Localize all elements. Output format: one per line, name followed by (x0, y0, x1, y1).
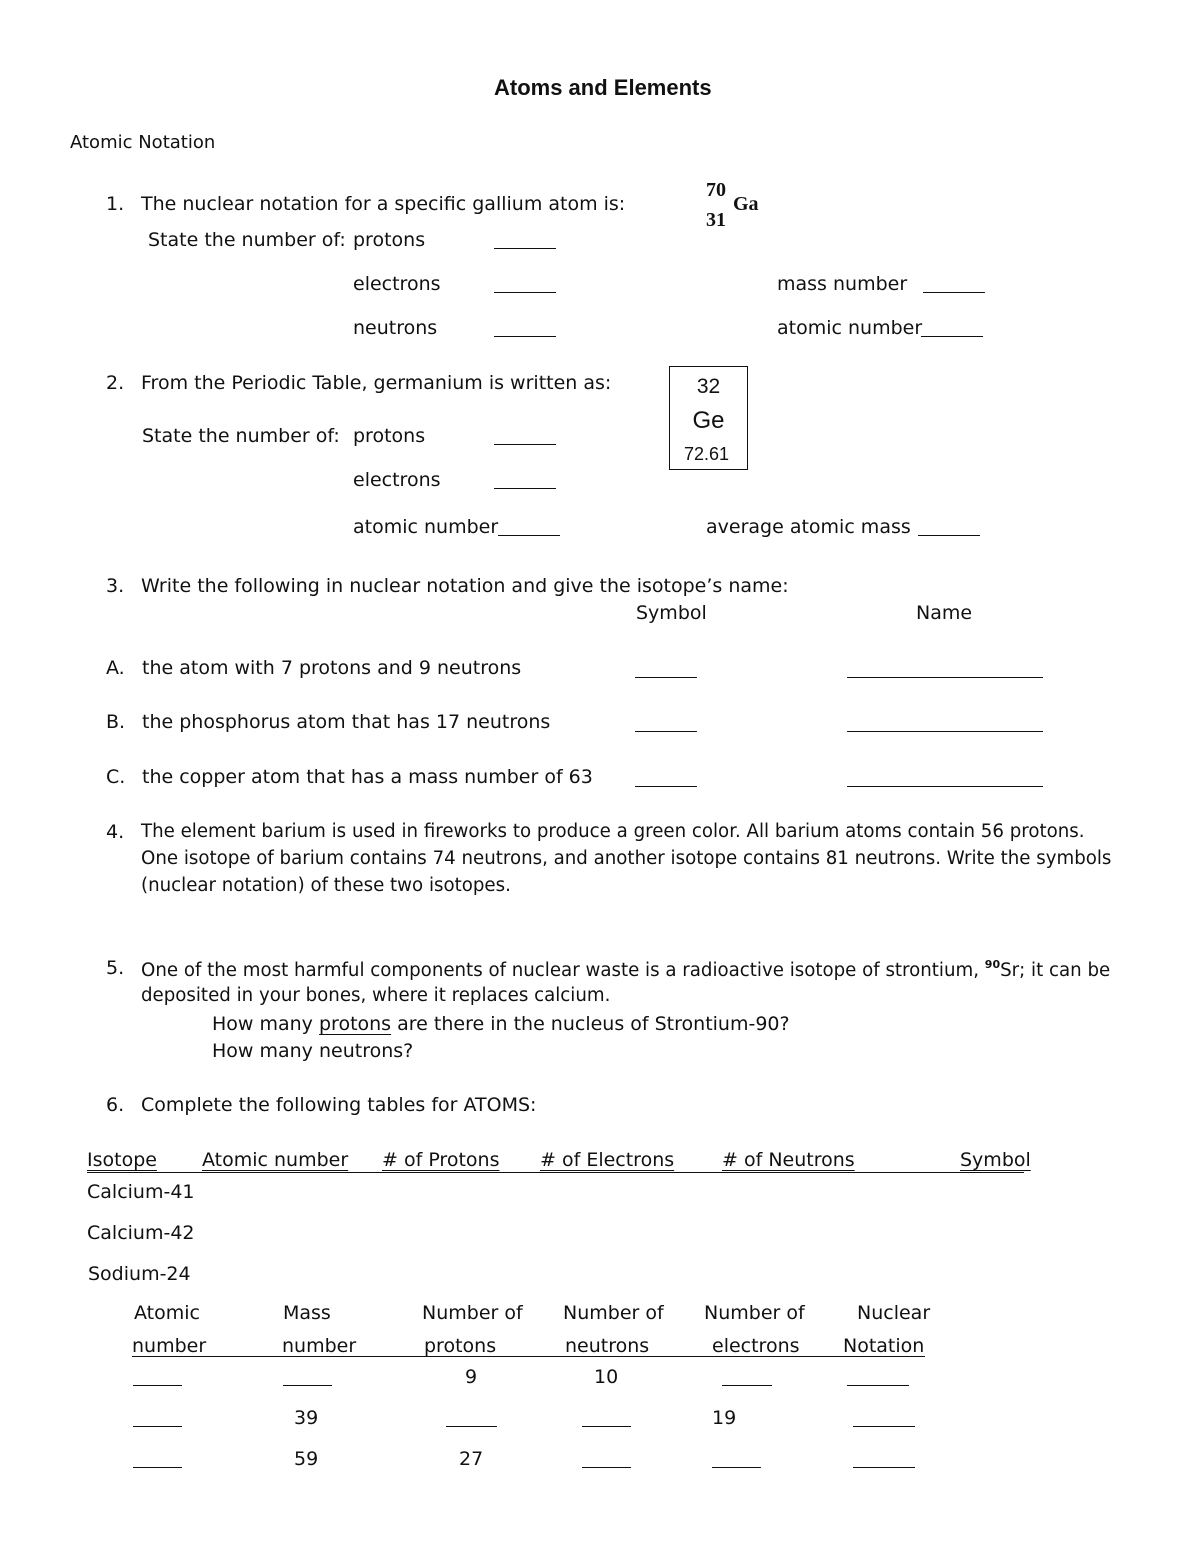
q3-item-text: the copper atom that has a mass number of 63 (142, 766, 593, 788)
q1-electrons-blank[interactable] (494, 292, 556, 293)
page-title: Atoms and Elements (494, 75, 712, 100)
q3c-symbol-blank[interactable] (635, 786, 697, 787)
q5-line-2: deposited in your bones, where it replaces calcium. (141, 985, 611, 1006)
q1-protons-label: protons (353, 229, 426, 251)
q5-protons-prefix: How many (212, 1013, 313, 1035)
table2-blank[interactable] (582, 1426, 631, 1427)
table2-cell: 19 (712, 1407, 737, 1429)
table2-header-neutrons-2: neutrons (565, 1335, 650, 1357)
table2-blank[interactable] (853, 1467, 915, 1468)
q1-electrons-label: electrons (353, 273, 441, 295)
q1-protons-blank[interactable] (494, 248, 556, 249)
table2-blank[interactable] (853, 1426, 915, 1427)
germanium-atomic-mass: 72.61 (683, 444, 730, 464)
q3b-name-blank[interactable] (847, 731, 1043, 732)
germanium-atomic-number: 32 (696, 375, 721, 398)
q3-symbol-header: Symbol (636, 602, 707, 624)
q1-neutrons-blank[interactable] (494, 336, 556, 337)
table2-blank[interactable] (446, 1426, 497, 1427)
section-heading: Atomic Notation (70, 132, 216, 153)
table2-blank[interactable] (712, 1467, 761, 1468)
q1-text: The nuclear notation for a specific gallium atom is: (141, 193, 626, 215)
table2-blank[interactable] (283, 1385, 332, 1386)
q3-item-letter: C. (106, 766, 126, 788)
table2-header-neutrons-1: Number of (563, 1302, 664, 1324)
q2-electrons-label: electrons (353, 469, 441, 491)
table2-cell: 27 (459, 1448, 484, 1470)
q5-question-neutrons: How many neutrons? (212, 1040, 414, 1062)
table1-row-isotope: Calcium-42 (87, 1222, 195, 1244)
table2-header-protons-2: protons (424, 1335, 497, 1357)
table2-header-mass-2: number (282, 1335, 357, 1357)
q5-protons-underlined: protons (318, 1013, 392, 1035)
q2-state-label: State the number of: (142, 425, 340, 447)
table2-header-rule (132, 1356, 925, 1357)
q3-number: 3. (106, 575, 125, 597)
q3a-symbol-blank[interactable] (635, 677, 697, 678)
germanium-symbol: Ge (692, 407, 725, 434)
q3c-name-blank[interactable] (847, 786, 1043, 787)
table1-header-protons: # of Protons (382, 1149, 500, 1171)
q5-question-protons (212, 1015, 790, 1034)
table2-header-atomic-1: Atomic (134, 1302, 200, 1324)
q2-average-mass-blank[interactable] (918, 535, 980, 536)
q1-neutrons-label: neutrons (353, 317, 438, 339)
table2-header-electrons-2: electrons (712, 1335, 800, 1357)
q5-line-1-end: Sr; it can be (1000, 960, 1111, 981)
q4-line: (nuclear notation) of these two isotopes. (141, 875, 511, 896)
q2-atomic-number-label: atomic number (353, 516, 499, 538)
table2-header-notation-2: Notation (843, 1335, 925, 1357)
q2-atomic-number-blank[interactable] (498, 535, 560, 536)
q5-protons-suffix: are there in the nucleus of Strontium-90? (397, 1013, 790, 1035)
q3-item-text: the atom with 7 protons and 9 neutrons (142, 657, 522, 679)
table1-row-isotope: Calcium-41 (87, 1181, 195, 1203)
q3-item-letter: A. (106, 657, 125, 679)
q1-state-label: State the number of: (148, 229, 346, 251)
q2-average-mass-label: average atomic mass (706, 516, 911, 538)
q5-line-1-start: One of the most harmful components of nuclear waste is a radioactive isotope of strontium, (141, 960, 979, 981)
table2-header-mass-1: Mass (283, 1302, 331, 1324)
q5-line-1 (141, 959, 1110, 980)
strontium-mass-superscript: 90 (984, 958, 1001, 971)
q4-line: The element barium is used in fireworks to produce a green color. All barium atoms contain 56 protons. (141, 821, 1085, 842)
table1-header-symbol: Symbol (960, 1149, 1031, 1171)
q1-number: 1. (106, 193, 125, 215)
q2-protons-blank[interactable] (494, 444, 556, 445)
gallium-symbol: Ga (733, 193, 759, 215)
table2-cell: 9 (465, 1366, 478, 1388)
table2-blank[interactable] (847, 1385, 909, 1386)
table2-header-notation-1: Nuclear (857, 1302, 931, 1324)
q3-item-letter: B. (106, 711, 126, 733)
table2-blank[interactable] (133, 1385, 182, 1386)
q6-text: Complete the following tables for ATOMS: (141, 1094, 537, 1116)
q1-mass-number-blank[interactable] (923, 292, 985, 293)
q2-text: From the Periodic Table, germanium is written as: (141, 372, 612, 394)
table2-blank[interactable] (582, 1467, 631, 1468)
q2-protons-label: protons (353, 425, 426, 447)
table2-blank[interactable] (722, 1385, 772, 1386)
gallium-atomic-number: 31 (706, 209, 726, 231)
q3b-symbol-blank[interactable] (635, 731, 697, 732)
q4-number: 4. (106, 821, 125, 843)
q3-name-header: Name (916, 602, 973, 624)
q2-electrons-blank[interactable] (494, 488, 556, 489)
q2-number: 2. (106, 372, 125, 394)
q6-number: 6. (106, 1094, 125, 1116)
table1-header-electrons: # of Electrons (540, 1149, 675, 1171)
q1-atomic-number-blank[interactable] (921, 336, 983, 337)
table2-header-electrons-1: Number of (704, 1302, 805, 1324)
q1-atomic-number-label: atomic number (777, 317, 923, 339)
table2-header-protons-1: Number of (422, 1302, 523, 1324)
table2-blank[interactable] (133, 1467, 182, 1468)
table2-header-atomic-2: number (132, 1335, 207, 1357)
q3-text: Write the following in nuclear notation and give the isotope’s name: (141, 575, 789, 597)
table2-cell: 39 (294, 1407, 319, 1429)
table1-header-neutrons: # of Neutrons (722, 1149, 855, 1171)
table2-blank[interactable] (133, 1426, 182, 1427)
table2-cell: 10 (594, 1366, 619, 1388)
table1-header-isotope: Isotope (87, 1149, 157, 1171)
q1-mass-number-label: mass number (777, 273, 908, 295)
q4-line: One isotope of barium contains 74 neutrons, and another isotope contains 81 neutrons. Write the symbols (141, 848, 1112, 869)
q3a-name-blank[interactable] (847, 677, 1043, 678)
table1-row-isotope: Sodium-24 (88, 1263, 191, 1285)
q3-item-text: the phosphorus atom that has 17 neutrons (142, 711, 551, 733)
gallium-mass-number: 70 (706, 179, 726, 201)
table1-header-rule (87, 1172, 1024, 1173)
table2-cell: 59 (294, 1448, 319, 1470)
table1-header-atomic-number: Atomic number (202, 1149, 349, 1171)
q5-number: 5. (106, 957, 125, 979)
